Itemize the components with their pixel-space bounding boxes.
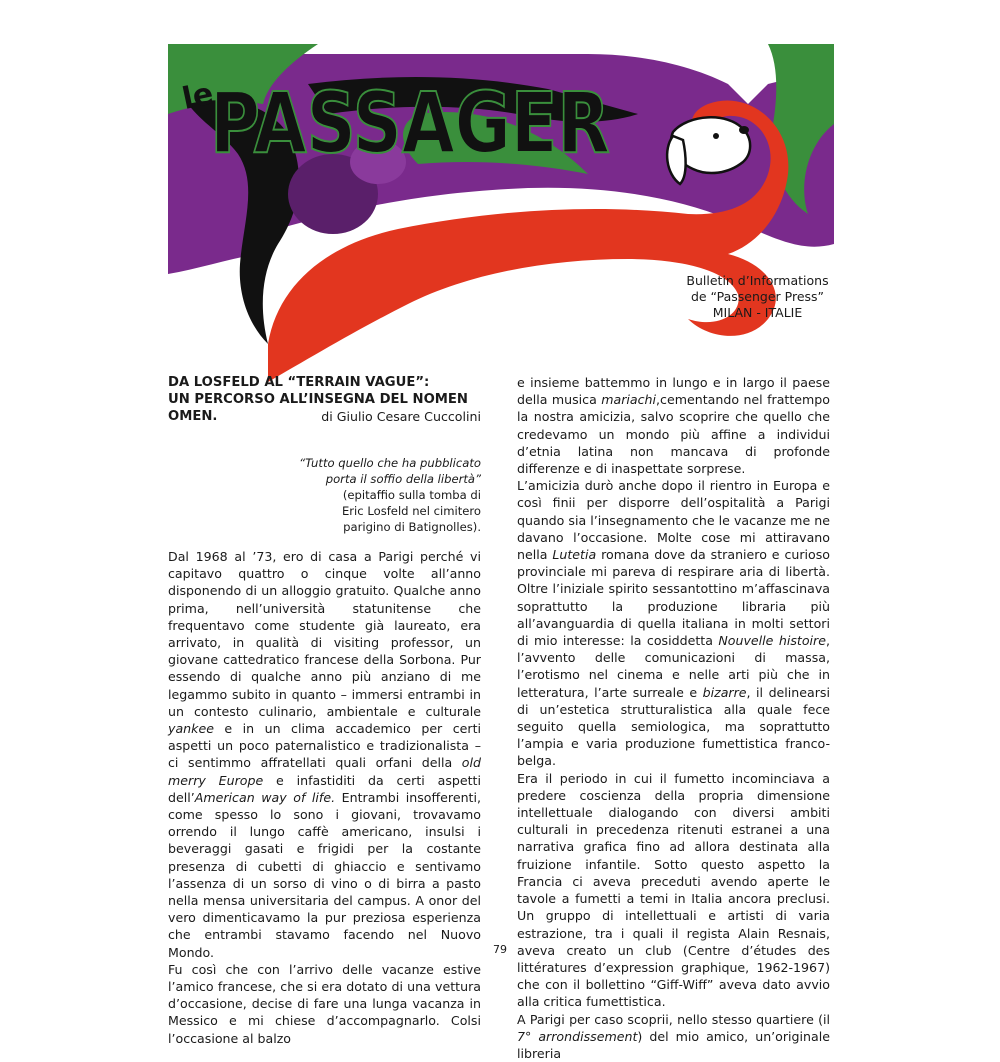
italic-run: 7° arrondissement xyxy=(517,1028,638,1044)
right-column xyxy=(517,374,830,1062)
italic-run: old merry Europe xyxy=(168,755,481,788)
italic-run: Nouvelle histoire xyxy=(718,633,826,649)
imprint xyxy=(655,273,860,321)
text-run: Dal 1968 al ’73, ero di casa a Parigi perché vi capitavo quattro o cinque volte all’anno disponendo di un alloggio gratuito. Qualche anno prima, nell’università statunitense che frequentavo come studente già laureato, era arrivato, in qualità di visiting professor, un giovane cattedratico francese della Sorbona. Pur essendo di qualche anno più anziano di me legammo subito in quanto – immersi entrambi in un contesto culinario, ambientale e culturale xyxy=(168,549,481,719)
text-run: ,cementando nel frattempo la nostra amicizia, salvo scoprire che quello che credevamo un mondo più affine a individui d’etnia latina non mancava di profonde differenze e di inaspettate sorprese. xyxy=(517,392,830,477)
imprint-line: Bulletin d’Informations xyxy=(686,273,829,288)
epigraph-quote-line: porta il soffio della libertà” xyxy=(325,472,481,486)
imprint-line: MILAN - ITALIE xyxy=(712,305,803,320)
italic-run: American way of life. xyxy=(194,789,336,805)
headline-line: DA LOSFELD AL “TERRAIN VAGUE”: xyxy=(168,375,430,390)
epigraph-quote-line: “Tutto quello che ha pubblicato xyxy=(299,456,481,470)
text-run: e in un clima accademico per certi aspetti un poco paternalistico e tradizionalista – ci sentimmo affratellati quali orfani della xyxy=(168,721,481,771)
text-run: Entrambi insofferenti, come spesso lo sono i giovani, trovavamo orrendo il lungo caffè americano, insulsi i beveraggi gasati e frigidi per la costante presenza di cubetti di ghiaccio e sentivamo l’assenza di un sorso di vino o di birra a pasto nella mensa universitaria del campus. A onor del vero dimenticavamo la pur preziosa esperienza che entrambi stavamo facendo nel Nuovo Mondo. xyxy=(168,789,481,960)
paragraph xyxy=(517,770,830,1011)
epigraph-source-line: Eric Losfeld nel cimitero xyxy=(341,504,481,518)
epigraph-source-line: parigino di Batignolles). xyxy=(343,520,481,534)
headline-line: UN PERCORSO ALL’INSEGNA DEL NOMEN OMEN. xyxy=(168,392,468,424)
text-run: Era il periodo in cui il fumetto incominciava a predere coscienza della propria dimensione intellettuale dialogando con diversi ambiti culturali in precedenza ritenuti estranei a una narrativa grafica fino ad allora destinata alla fruizione infantile. Sotto questo aspetto la Francia ci aveva preceduti avendo aperte le tavole a fumetti a temi in Italia ancora preclusi. Un gruppo di intellettuali e artisti di varia estrazione, tra i quali il regista Alain Resnais, aveva creato un club (Centre d’études des littératures d’expression graphique, 1962-1967) che con il bollettino “Giff-Wiff” aveva dato avvio alla critica fumettistica. xyxy=(517,770,830,1010)
italic-run: mariachi xyxy=(601,392,657,408)
text-run: e infastiditi da certi aspetti dell’ xyxy=(168,772,481,805)
epigraph xyxy=(270,455,481,535)
text-run: , il delinearsi di un’estetica strutturalistica alla quale fece seguito quella semiologica, ma soprattutto l’ampia e varia produzione fumettistica franco-belga. xyxy=(517,684,830,769)
text-run: , l’avvento delle comunicazioni di massa, l’erotismo nel cinema e nelle arti più che in letteratura, l’arte surreale e xyxy=(517,633,830,700)
italic-run: yankee xyxy=(168,721,214,737)
epigraph-source-line: (epitaffio sulla tomba di xyxy=(342,488,481,502)
text-run: A Parigi per caso scoprii, nello stesso quartiere (il xyxy=(517,1011,830,1027)
left-column xyxy=(168,548,481,1047)
logo-prefix: le xyxy=(179,76,217,117)
text-run: e insieme battemmo in lungo e in largo il paese della musica xyxy=(517,375,830,408)
paragraph xyxy=(168,548,481,961)
page-number: 79 xyxy=(493,943,507,956)
italic-run: Lutetia xyxy=(552,547,597,563)
logo-word: PASSAGER xyxy=(210,74,610,172)
text-run: ) del mio amico, un’originale libreria xyxy=(517,1028,830,1061)
italic-run: bizarre xyxy=(702,684,747,700)
paragraph xyxy=(517,477,830,769)
text-run: L’amicizia durò anche dopo il rientro in Europa e così finii per disporre dell’ospitalità a Parigi quando sia l’insegnamento che le vacanze me ne davano l’occasione. Molte cose mi attiravano nella xyxy=(517,478,830,563)
paragraph xyxy=(517,1011,830,1062)
imprint-line: de “Passenger Press” xyxy=(690,289,825,304)
masthead-illustration xyxy=(168,44,834,382)
paragraph xyxy=(168,961,481,1047)
paragraph xyxy=(517,374,830,477)
text-run: romana dove da straniero e curioso provinciale mi pareva di respirare aria di libertà. Oltre l’iniziale spirito sessantottino m’affascinava soprattutto la produzione libraria più all’avanguardia di quella italiana in molti settori di mio interesse: la cosiddetta xyxy=(517,547,830,649)
byline: di Giulio Cesare Cuccolini xyxy=(321,409,481,424)
text-run: Fu così che con l’arrivo delle vacanze estive l’amico francese, che si era dotato di una vettura d’occasione, decise di fare una lunga vacanza in Messico e mi chiese d’accompagnarlo. Colsi l’occasione al balzo xyxy=(168,961,481,1046)
